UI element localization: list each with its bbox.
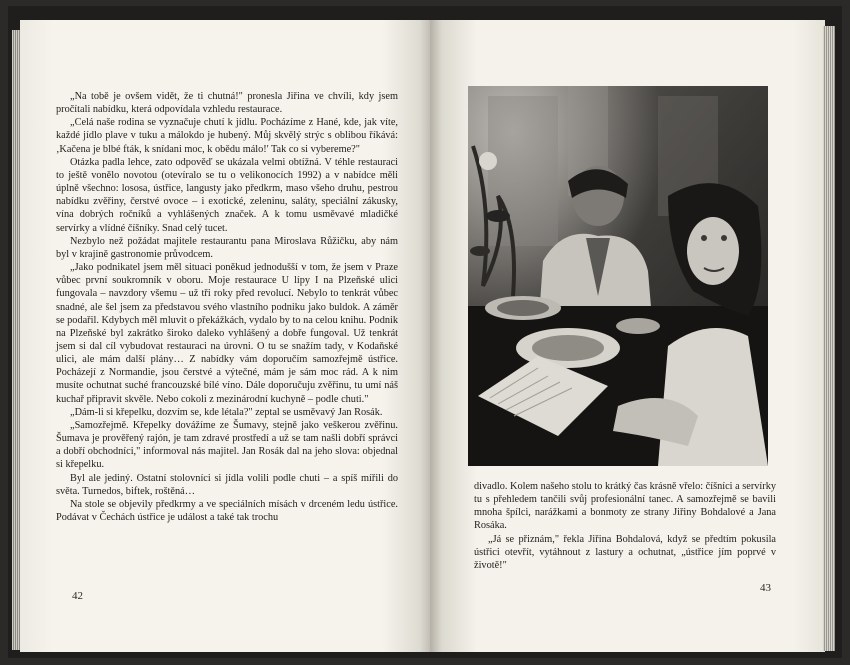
paragraph: „Celá naše rodina se vyznačuje chutí k jídlu. Pocházíme z Hané, kde, jak víte, každé jídlo plave v tuku a málokdo je hubený. Můj skvělý strýc s oblibou říkává: ‚Kačena je blbé fták, k snídani moc, k obědu málo!' Tak co si vybereme?" (56, 117, 398, 155)
photo-image (468, 86, 768, 466)
paragraph: Otázka padla lehce, zato odpověď se ukázala velmi obtížná. V téhle restauraci to ještě vonělo novotou (otevíralo se tu o velikonocích 1992) a v nabídce měli úplně všechno: lososa, ústřice, langusty jako předkrm, maso všeho druhu, pestrou nabídku zvěřiny, čerstvé ovoce – i exotické, zeleninu, saláty, speciální zákusky, vína dobrých ročníků a vyhlášených značek. A k tomu usměvavé mladičké servírky a vlídné číšníky. Snad celý tucet. (56, 156, 398, 234)
restaurant-photo (468, 86, 768, 466)
right-page (430, 20, 825, 652)
paragraph: „Jako podnikatel jsem měl situaci poněkud jednodušší v tom, že jsem v Praze vůbec první soukromník v oboru. Moje restaurace U lípy I na Plzeňské ulici fungovala – navzdory všemu – už tři roky před revolucí. Nebylo to tenkrát vůbec snadné, ale šel jsem za představou svého vlastního podniku jako buldok. A záměr se podařil. Kdybych měl mluvit o překážkách, vydalo by to na celou knihu. Podnik na Plzeňské byl zakrátko široko daleko vyhlášený a dobře fungoval. Už tenkrát jsem si dal cíl vybudovat restauraci na úrovni. O tu se snažím tady, v Kodaňské ulici, ale mám další plány… Z nabídky vám doporučím samozřejmě ústřice. Pocházejí z Normandie, jsou čerstvé a výtečné, mám je sám moc rád. A k nim musíte ochutnat suché francouzské bílé víno. Dále doporučuju zvěřinu, tu umí náš kuchař připravit skvěle. Nebo cokoli z mezinárodní kuchyně – podle chuti." (56, 262, 399, 405)
paragraph: Byl ale jediný. Ostatní stolovníci si jídla volili podle chuti – a spíš mířili do světa. Turnedos, biftek, roštěná… (56, 472, 398, 497)
paragraph: Na stole se objevily předkrmy a ve speciálních mísách v drceném ledu ústřice. Podávat v Čechách ústřice je událost a také tak trochu (56, 498, 398, 523)
left-page (20, 20, 432, 652)
paragraph: „Na tobě je ovšem vidět, že ti chutná!" pronesla Jiřina ve chvíli, kdy jsem pročítali nabídku, která odpovídala vzhledu restaurace. (56, 91, 398, 116)
paragraph: Nezbylo než požádat majitele restaurantu pana Miroslava Růžičku, aby nám byl v krajině gastronomie průvodcem. (56, 235, 398, 260)
open-book (8, 6, 842, 658)
paragraph: divadlo. Kolem našeho stolu to krátký čas krásně vřelo: číšníci a servírky tu s přehledem tančili svůj profesionální tanec. A samozřejmě se bavili mnoha špílci, narážkami a bonmoty ze strany Jiřiny Bohdalové a Jana Rosáka. (474, 481, 776, 532)
right-page-text (474, 480, 776, 572)
paragraph: „Samozřejmě. Křepelky dovážíme ze Šumavy, stejně jako veškerou zvěřinu. Šumava je prověřený rajón, je tam zdravé prostředí a už se tam našli dobří správci a dobří obchodníci," informoval nás majitel. Jan Rosák dal na jeho slova: objednal si křepelku. (56, 419, 398, 471)
paragraph: „Já se přiznám," řekla Jiřina Bohdalová, když se předtím pokusila ústřici otevřít, vytáhnout z lastury a ochutnat, „ústřice jím poprvé v životě!" (474, 533, 776, 571)
page-number-left: 42 (72, 590, 83, 602)
paragraph: „Dám-li si křepelku, dozvím se, kde létala?" zeptal se usměvavý Jan Rosák. (70, 406, 383, 418)
page-stack-right (823, 26, 835, 651)
left-page-text (56, 90, 398, 524)
page-number-right: 43 (760, 582, 771, 594)
